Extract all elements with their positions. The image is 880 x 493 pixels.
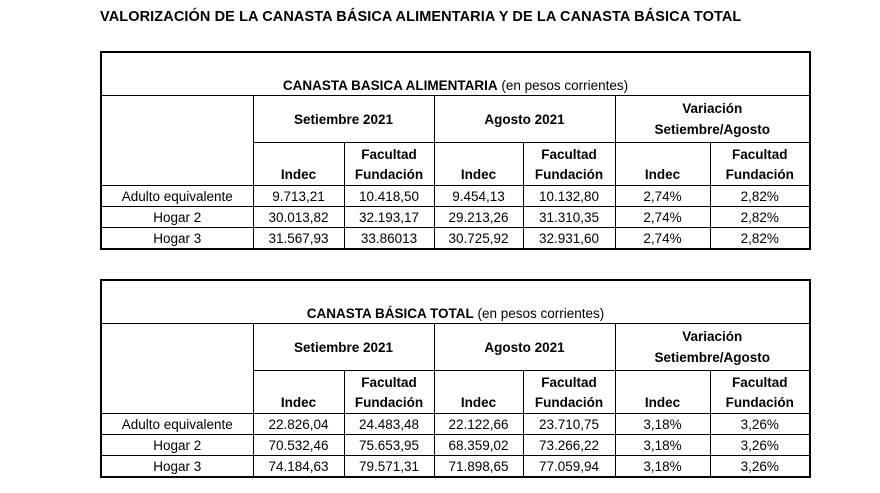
- variacion-header: [615, 324, 810, 371]
- period-header-1: Setiembre 2021: [253, 96, 434, 143]
- table-cell: 68.359,02: [434, 435, 523, 456]
- period-header-1: Setiembre 2021: [253, 324, 434, 371]
- table-cell: 3,18%: [615, 414, 710, 435]
- row-label: Adulto equivalente: [101, 186, 253, 207]
- column-header-facultad-line1: Facultad: [361, 147, 417, 162]
- table-cell: 3,26%: [710, 414, 810, 435]
- canasta-table: [100, 51, 811, 250]
- canasta-table: [100, 279, 811, 478]
- table-cell: 2,82%: [710, 228, 810, 250]
- column-header-indec: Indec: [615, 371, 710, 414]
- column-header-facultad-line2: Fundación: [725, 395, 794, 410]
- table-row: [101, 456, 810, 478]
- table-cell: 74.184,63: [253, 456, 344, 478]
- row-label: Hogar 2: [101, 435, 253, 456]
- column-header-indec: Indec: [434, 143, 523, 186]
- variacion-header-line1: Variación: [682, 329, 743, 344]
- variacion-header-line1: Variación: [682, 101, 743, 116]
- table-cell: 9.454,13: [434, 186, 523, 207]
- table-cell: 75.653,95: [344, 435, 434, 456]
- variacion-header-line2: Setiembre/Agosto: [654, 350, 771, 365]
- table-cell: 9.713,21: [253, 186, 344, 207]
- table-cell: 2,82%: [710, 207, 810, 228]
- variacion-header-line2: Setiembre/Agosto: [654, 122, 771, 137]
- table-cell: 29.213,26: [434, 207, 523, 228]
- table-cell: 2,74%: [615, 228, 710, 250]
- header-corner: [101, 324, 253, 414]
- column-header-facultad-line1: Facultad: [361, 375, 417, 390]
- column-header-facultad-line2: Fundación: [354, 395, 424, 410]
- column-header-facultad: [710, 143, 810, 186]
- table-cell: 30.725,92: [434, 228, 523, 250]
- table-cell: 10.132,80: [523, 186, 615, 207]
- table-row: [101, 435, 810, 456]
- document-title: VALORIZACIÓN DE LA CANASTA BÁSICA ALIMENTARIA Y DE LA CANASTA BÁSICA TOTAL: [100, 9, 742, 25]
- column-header-facultad-line1: Facultad: [732, 375, 788, 390]
- table-cell: 3,26%: [710, 456, 810, 478]
- table-cell: 70.532,46: [253, 435, 344, 456]
- column-header-facultad: [344, 143, 434, 186]
- column-header-facultad-line2: Fundación: [725, 167, 794, 182]
- table-cell: 77.059,94: [523, 456, 615, 478]
- row-label: Adulto equivalente: [101, 414, 253, 435]
- table-cell: 3,18%: [615, 456, 710, 478]
- table-title-main: CANASTA BÁSICA TOTAL: [306, 306, 474, 321]
- table-title-sub: (en pesos corrientes): [497, 78, 629, 93]
- table-cell: 31.567,93: [253, 228, 344, 250]
- row-label: Hogar 2: [101, 207, 253, 228]
- table-title: [101, 52, 810, 96]
- column-header-facultad: [523, 371, 615, 414]
- table-cell: 79.571,31: [344, 456, 434, 478]
- column-header-indec: Indec: [253, 371, 344, 414]
- table-cell: 10.418,50: [344, 186, 434, 207]
- table-title-sub: (en pesos corrientes): [473, 306, 605, 321]
- table-cell: 2,82%: [710, 186, 810, 207]
- table-title-main: CANASTA BASICA ALIMENTARIA: [282, 78, 498, 93]
- column-header-indec: Indec: [615, 143, 710, 186]
- column-header-facultad: [710, 371, 810, 414]
- table-cell: 3,18%: [615, 435, 710, 456]
- table-row: [101, 228, 810, 250]
- variacion-header: [615, 96, 810, 143]
- table-cell: 2,74%: [615, 186, 710, 207]
- table-cell: 22.826,04: [253, 414, 344, 435]
- table-cell: 33.86013: [344, 228, 434, 250]
- table-cell: 71.898,65: [434, 456, 523, 478]
- table-row: [101, 186, 810, 207]
- table-row: [101, 207, 810, 228]
- row-label: Hogar 3: [101, 456, 253, 478]
- row-label: Hogar 3: [101, 228, 253, 250]
- column-header-facultad-line2: Fundación: [534, 395, 604, 410]
- column-header-facultad-line2: Fundación: [534, 167, 604, 182]
- period-header-2: Agosto 2021: [434, 96, 615, 143]
- table-cell: 2,74%: [615, 207, 710, 228]
- table-cell: 22.122,66: [434, 414, 523, 435]
- table-cell: 73.266,22: [523, 435, 615, 456]
- header-corner: [101, 96, 253, 186]
- column-header-facultad: [344, 371, 434, 414]
- table-cell: 24.483,48: [344, 414, 434, 435]
- table-title: [101, 280, 810, 324]
- table-cell: 23.710,75: [523, 414, 615, 435]
- column-header-facultad-line1: Facultad: [541, 147, 597, 162]
- column-header-facultad-line1: Facultad: [732, 147, 788, 162]
- column-header-facultad: [523, 143, 615, 186]
- table-cell: 3,26%: [710, 435, 810, 456]
- column-header-facultad-line1: Facultad: [541, 375, 597, 390]
- column-header-indec: Indec: [253, 143, 344, 186]
- table-cell: 32.193,17: [344, 207, 434, 228]
- column-header-facultad-line2: Fundación: [354, 167, 424, 182]
- period-header-2: Agosto 2021: [434, 324, 615, 371]
- column-header-indec: Indec: [434, 371, 523, 414]
- table-cell: 30.013,82: [253, 207, 344, 228]
- table-cell: 32.931,60: [523, 228, 615, 250]
- table-row: [101, 414, 810, 435]
- table-cell: 31.310,35: [523, 207, 615, 228]
